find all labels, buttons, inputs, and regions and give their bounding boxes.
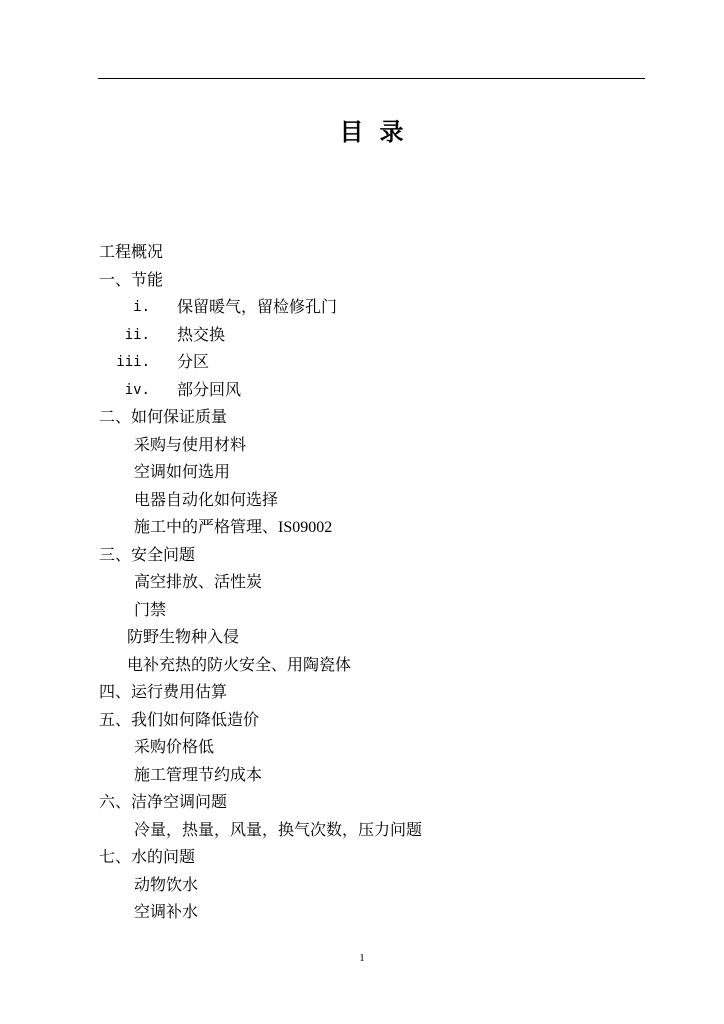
toc-subentry-number: i. (133, 299, 150, 315)
toc-section (0, 844, 724, 872)
page-title: 目 录 (339, 120, 404, 146)
toc-item (0, 899, 724, 927)
toc-section (0, 789, 724, 817)
toc-item-text: 高空排放、活性炭 (134, 574, 263, 591)
toc-item (0, 597, 724, 625)
toc-section-text: 三、安全问题 (99, 546, 196, 564)
toc-section-text: 五、我们如何降低造价 (99, 711, 260, 729)
toc-item-text: 防野生物种入侵 (127, 629, 240, 646)
toc-entry (0, 239, 724, 267)
toc-item (0, 624, 724, 652)
toc-item-text: 冷量，热量，风量，换气次数，压力问题 (134, 821, 423, 839)
toc-item (0, 762, 724, 790)
toc-item (0, 872, 724, 900)
toc-subentry (0, 377, 724, 405)
toc-subentry (0, 349, 724, 377)
toc-subentry-number: iii. (116, 354, 150, 370)
toc-section-text: 二、如何保证质量 (99, 409, 228, 426)
toc-item (0, 487, 724, 515)
toc-item-text: 电器自动化如何选择 (134, 491, 279, 509)
toc-section (0, 267, 724, 295)
toc-item-text: 施工管理节约成本 (134, 766, 263, 784)
toc-section (0, 542, 724, 570)
toc-item-text: 采购价格低 (134, 739, 215, 756)
toc-subentry-text: 热交换 (177, 326, 226, 344)
toc-section (0, 404, 724, 432)
toc-item-text: 电补充热的防火安全、用陶瓷体 (127, 656, 352, 674)
toc-item (0, 734, 724, 762)
toc-item (0, 514, 724, 542)
toc-entry-text: 工程概况 (99, 244, 164, 261)
toc-section-text: 一、节能 (99, 271, 164, 289)
toc-section (0, 679, 724, 707)
toc-section-text: 六、洁净空调问题 (99, 794, 228, 811)
toc-item (0, 817, 724, 845)
toc-subentry-number: iv. (124, 381, 150, 398)
toc-subentry-text: 保留暖气，留检修孔门 (177, 299, 338, 316)
toc-subentry-text: 分区 (177, 354, 210, 371)
toc-item-text: 空调补水 (134, 904, 199, 921)
toc-subentry-number: ii. (124, 326, 150, 343)
toc-item (0, 459, 724, 487)
toc-item-text: 动物饮水 (134, 876, 199, 894)
toc-item-text: 门禁 (134, 601, 167, 619)
toc-subentry-text: 部分回风 (177, 381, 242, 399)
toc-subentry (0, 294, 724, 322)
toc-item-text: 采购与使用材料 (134, 436, 247, 454)
header-rule (98, 78, 645, 79)
toc-item (0, 652, 724, 680)
page-number: 1 (359, 952, 365, 964)
toc-item (0, 432, 724, 460)
table-of-contents (0, 239, 724, 927)
toc-section-text: 七、水的问题 (99, 849, 196, 866)
toc-item-text: 施工中的严格管理、IS09002 (134, 519, 333, 536)
toc-subentry (0, 322, 724, 350)
toc-item-text: 空调如何选用 (134, 464, 231, 481)
toc-section (0, 707, 724, 735)
toc-section-text: 四、运行费用估算 (99, 684, 228, 701)
toc-item (0, 569, 724, 597)
